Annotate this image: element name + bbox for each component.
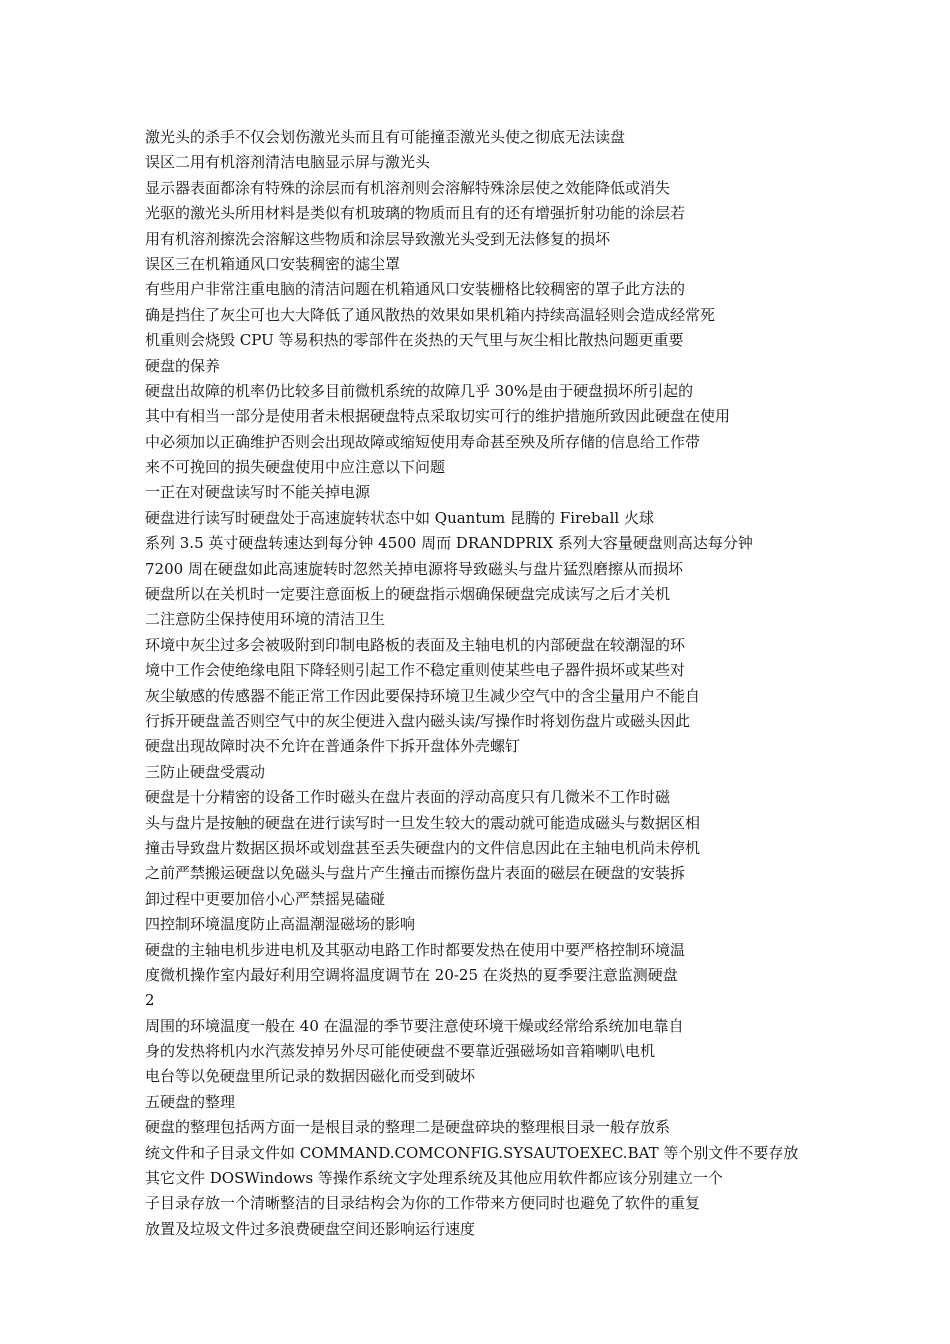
text-line: 子目录存放一个清晰整洁的目录结构会为你的工作带来方便同时也避免了软件的重复	[145, 1194, 701, 1213]
text-line: 电台等以免硬盘里所记录的数据因磁化而受到破坏	[145, 1067, 476, 1086]
text-line: 其它文件 DOSWindows 等操作系统文字处理系统及其他应用软件都应该分别建立一个	[145, 1169, 723, 1188]
text-line: 硬盘出现故障时决不允许在普通条件下拆开盘体外壳螺钉	[145, 737, 521, 756]
text-line: 身的发热将机内水汽蒸发掉另外尽可能使硬盘不要靠近强磁场如音箱喇叭电机	[145, 1042, 656, 1061]
text-line: 头与盘片是按触的硬盘在进行读写时一旦发生较大的震动就可能造成磁头与数据区相	[145, 813, 701, 832]
document-body	[145, 125, 935, 1242]
text-line: 硬盘进行读写时硬盘处于高速旋转状态中如 Quantum 昆腾的 Fireball 火球	[145, 508, 654, 527]
text-line: 系列 3.5 英寸硬盘转速达到每分钟 4500 周而 DRANDPRIX 系列大容量硬盘则高达每分钟	[145, 534, 753, 553]
text-line: 周围的环境温度一般在 40 在温湿的季节要注意使环境干燥或经常给系统加电靠自	[145, 1016, 684, 1035]
text-line: 7200 周在硬盘如此高速旋转时忽然关掉电源将导致磁头与盘片猛烈磨擦从而损坏	[145, 559, 683, 578]
text-line: 行拆开硬盘盖否则空气中的灰尘便进入盘内磁头读/写操作时将划伤盘片或磁头因此	[145, 711, 691, 730]
text-line: 显示器表面都涂有特殊的涂层而有机溶剂则会溶解特殊涂层使之效能降低或消失	[145, 178, 671, 197]
text-line: 放置及垃圾文件过多浪费硬盘空间还影响运行速度	[145, 1219, 476, 1238]
text-line: 有些用户非常注重电脑的清洁问题在机箱通风口安装栅格比较稠密的罩子此方法的	[145, 280, 686, 299]
text-line: 撞击导致盘片数据区损坏或划盘甚至丢失硬盘内的文件信息因此在主轴电机尚未停机	[145, 838, 701, 857]
text-line: 四控制环境温度防止高温潮湿磁场的影响	[145, 915, 416, 934]
text-line: 境中工作会使绝缘电阻下降轻则引起工作不稳定重则使某些电子器件损坏或某些对	[145, 661, 686, 680]
text-line: 误区三在机箱通风口安装稠密的滤尘罩	[145, 254, 401, 273]
text-line: 机重则会烧毁 CPU 等易积热的零部件在炎热的天气里与灰尘相比散热问题更重要	[145, 331, 684, 350]
text-line: 中必须加以正确维护否则会出现故障或缩短使用寿命甚至殃及所存储的信息给工作带	[145, 432, 701, 451]
text-line: 硬盘的主轴电机步进电机及其驱动电路工作时都要发热在使用中要严格控制环境温	[145, 940, 686, 959]
text-line: 卸过程中更要加倍小心严禁摇晃磕碰	[145, 889, 386, 908]
text-line: 灰尘敏感的传感器不能正常工作因此要保持环境卫生减少空气中的含尘量用户不能自	[145, 686, 701, 705]
text-line: 用有机溶剂擦洗会溶解这些物质和涂层导致激光头受到无法修复的损坏	[145, 229, 611, 248]
text-line: 统文件和子目录文件如 COMMAND.COMCONFIG.SYSAUTOEXEC.BAT 等个别文件不要存放	[145, 1143, 799, 1162]
text-line: 硬盘的保养	[145, 356, 221, 375]
text-line: 环境中灰尘过多会被吸附到印制电路板的表面及主轴电机的内部硬盘在较潮湿的环	[145, 635, 686, 654]
text-line: 五硬盘的整理	[145, 1092, 236, 1111]
text-line: 之前严禁搬运硬盘以免磁头与盘片产生撞击而擦伤盘片表面的磁层在硬盘的安装拆	[145, 864, 686, 883]
text-line: 二注意防尘保持使用环境的清洁卫生	[145, 610, 386, 629]
text-line: 硬盘是十分精密的设备工作时磁头在盘片表面的浮动高度只有几微米不工作时磁	[145, 788, 671, 807]
text-line: 硬盘所以在关机时一定要注意面板上的硬盘指示烟确保硬盘完成读写之后才关机	[145, 585, 671, 604]
text-line: 激光头的杀手不仅会划伤激光头而且有可能撞歪激光头使之彻底无法读盘	[145, 128, 626, 146]
text-line: 2	[145, 991, 155, 1010]
text-line: 三防止硬盘受震动	[145, 762, 266, 781]
text-line: 一正在对硬盘读写时不能关掉电源	[145, 483, 371, 502]
text-line: 其中有相当一部分是使用者未根据硬盘特点采取切实可行的维护措施所致因此硬盘在使用	[145, 407, 731, 426]
text-line: 硬盘的整理包括两方面一是根目录的整理二是硬盘碎块的整理根目录一般存放系	[145, 1118, 671, 1137]
text-line: 确是挡住了灰尘可也大大降低了通风散热的效果如果机箱内持续高温轻则会造成经常死	[145, 305, 716, 324]
text-line: 光驱的激光头所用材料是类似有机玻璃的物质而且有的还有增强折射功能的涂层若	[145, 204, 686, 223]
text-line: 来不可挽回的损失硬盘使用中应注意以下问题	[145, 458, 446, 477]
text-line: 误区二用有机溶剂清洁电脑显示屏与激光头	[145, 153, 431, 172]
text-line: 硬盘出故障的机率仍比较多目前微机系统的故障几乎 30%是由于硬盘损坏所引起的	[145, 381, 694, 400]
text-line: 度微机操作室内最好利用空调将温度调节在 20-25 在炎热的夏季要注意监测硬盘	[145, 965, 678, 984]
